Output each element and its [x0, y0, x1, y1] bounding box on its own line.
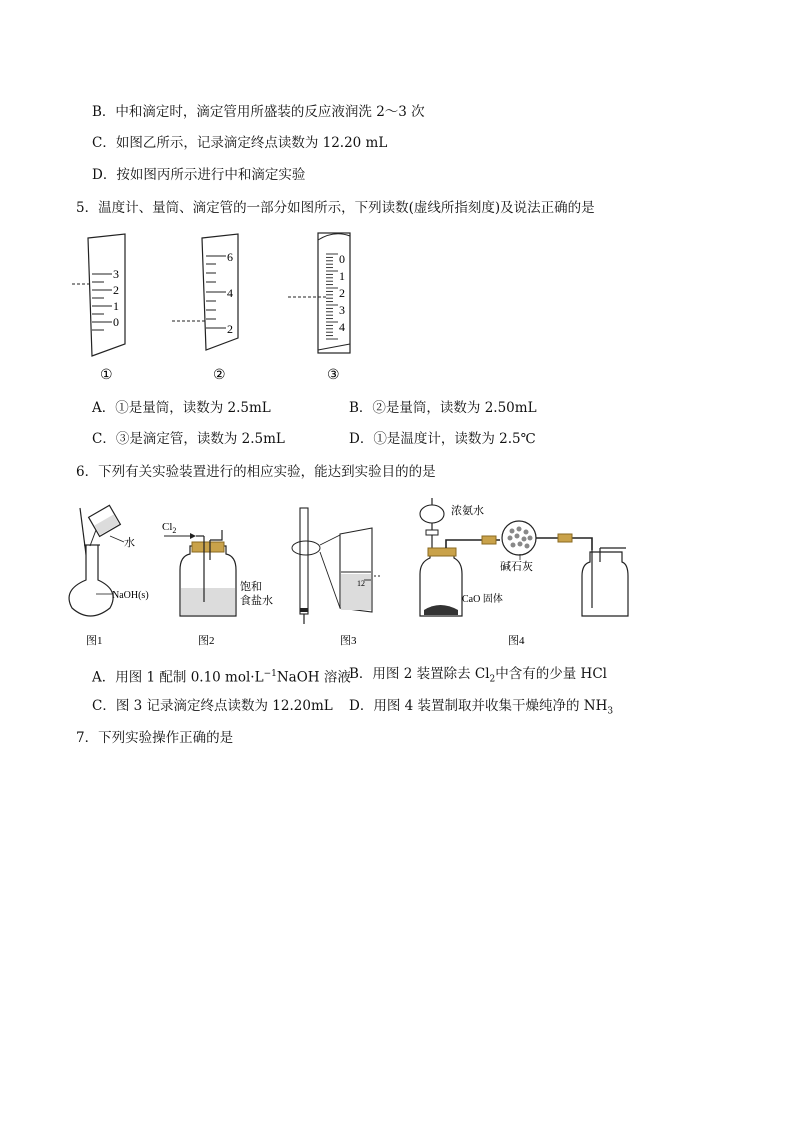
q6-option-c: C．图 3 记录滴定终点读数为 12.20mL	[92, 698, 333, 714]
q6-fig2-caption: 图2	[198, 635, 215, 647]
q4-option-b: B．中和滴定时，滴定管用所盛装的反应液润洗 2～3 次	[92, 104, 425, 120]
q5-option-b: B．②是量筒，读数为 2.50mL	[349, 400, 537, 416]
q5-fig2-instrument	[172, 234, 238, 350]
q6-fig1-naoh-label: NaOH(s)	[112, 590, 149, 601]
q6-fig2-cl2-label: $Cl_2$	[162, 521, 177, 535]
q5-fig1-instrument	[72, 234, 125, 356]
q6-fig4-ammonia-label: 浓氨水	[451, 505, 484, 517]
q4-option-c: C．如图乙所示，记录滴定终点读数为 12.20 mL	[92, 135, 388, 151]
q5-fig3-instrument	[288, 233, 350, 353]
q6-fig3-reading-label: 12	[357, 579, 365, 588]
q5-fig3-tick: 3	[339, 303, 345, 317]
q5-fig2-tick: 2	[227, 322, 233, 336]
q5-fig2-tick: 6	[227, 250, 233, 264]
q6-fig4-caption: 图4	[508, 635, 525, 647]
q6-fig2-apparatus	[162, 521, 273, 647]
q6-figures	[0, 490, 794, 650]
q5-option-c: C．③是滴定管，读数为 2.5mL	[92, 431, 285, 447]
q5-stem: 5．温度计、量筒、滴定管的一部分如图所示，下列读数(虚线所指刻度)及说法正确的是	[76, 200, 595, 216]
q5-fig3-tick: 0	[339, 252, 345, 266]
q6-fig4-soda-lime-label: 碱石灰	[500, 561, 533, 573]
q6-fig4-apparatus	[420, 498, 628, 647]
q5-option-d: D．①是温度计，读数为 2.5℃	[349, 431, 536, 447]
q6-fig1-water-label: 水	[124, 537, 135, 549]
q7-stem: 7．下列实验操作正确的是	[76, 730, 234, 746]
q5-fig2-label: ②	[213, 368, 226, 383]
q5-fig1-tick: 3	[113, 267, 119, 281]
q6-fig2-brine-label: 食盐水	[240, 595, 273, 607]
q5-fig3-tick: 1	[339, 269, 345, 283]
q6-fig1-caption: 图1	[86, 635, 103, 647]
q5-fig1-tick: 0	[113, 315, 119, 329]
q5-fig2-tick: 4	[227, 286, 233, 300]
q6-fig3-caption: 图3	[340, 635, 357, 647]
q5-fig3-tick: 4	[339, 320, 345, 334]
q6-option-a: A．用图 1 配制 0.10 $mol\cdot L^{-1}NaOH$ 溶液	[92, 669, 351, 686]
q6-fig2-saturated-label: 饱和	[240, 581, 262, 593]
q6-fig3-apparatus	[292, 508, 380, 647]
q6-fig1-apparatus	[69, 505, 149, 647]
q4-option-d: D．按如图丙所示进行中和滴定实验	[92, 167, 306, 183]
q5-option-a: A．①是量筒，读数为 2.5mL	[92, 400, 271, 416]
q5-fig1-tick: 2	[113, 283, 119, 297]
q6-fig4-cao-label: CaO 固体	[462, 594, 503, 605]
q6-stem: 6．下列有关实验装置进行的相应实验，能达到实验目的的是	[76, 464, 436, 480]
q5-fig1-tick: 1	[113, 299, 119, 313]
q5-fig3-tick: 2	[339, 286, 345, 300]
q5-fig3-label: ③	[327, 368, 340, 383]
q5-fig1-label: ①	[100, 368, 113, 383]
q5-figures	[0, 226, 794, 396]
q6-option-b: B．用图 2 装置除去 $Cl_2$中含有的少量 HCl	[349, 666, 607, 685]
q6-option-d: D．用图 4 装置制取并收集干燥纯净的 $NH_3$	[349, 698, 614, 717]
